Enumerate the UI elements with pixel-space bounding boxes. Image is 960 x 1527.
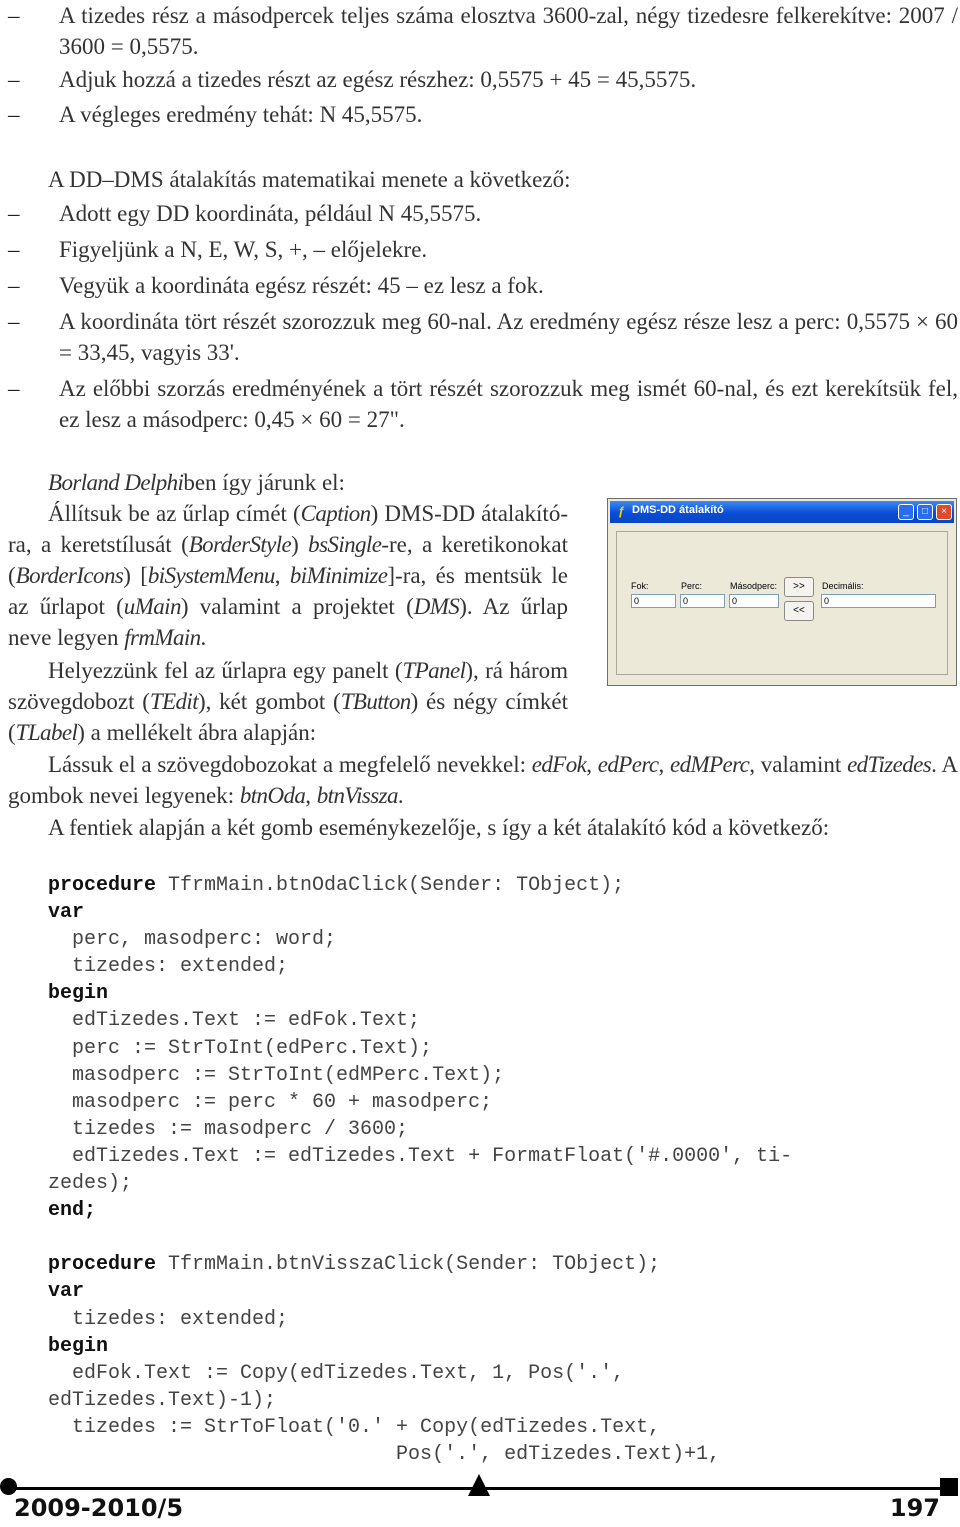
bullet-text: A tizedes rész a másodpercek teljes száma elosztva 3600-zal, négy tizedesre felkerekítve: 2007 / 3600 = 0,5575. — [59, 3, 958, 59]
bullet-text: Vegyük a koordináta egész részét: 45 – ez lesz a fok. — [59, 273, 544, 298]
dms-dd-dialog — [607, 498, 957, 686]
paragraph-caption — [8, 498, 568, 653]
text-run: , — [658, 752, 671, 777]
delphi-lead-rest: ben így járunk el: — [183, 470, 345, 495]
code-text: tizedes: extended; — [48, 1307, 289, 1331]
code-text: edTizedes.Text := edTizedes.Text + FormatFloat('#.0000', ti- — [48, 1144, 793, 1168]
code-text: tizedes := masodperc / 3600; — [48, 1117, 409, 1141]
footer-triangle-icon — [468, 1474, 490, 1496]
code-text: Pos('.', edTizedes.Text)+1, — [48, 1442, 721, 1466]
code-text: masodperc := StrToInt(edMPerc.Text); — [48, 1063, 505, 1087]
code-keyword: end; — [48, 1199, 97, 1223]
text-run: ), két gombot ( — [198, 689, 341, 714]
text-run: . A gombok nevei legyenek: — [8, 752, 959, 808]
label-fok: Fok: — [631, 581, 649, 591]
footer-circle-icon — [0, 1478, 17, 1495]
code-keyword: procedure — [48, 874, 157, 897]
bullet-item — [8, 198, 958, 229]
text-run: -re, a keretikonokat ( — [8, 532, 568, 588]
code-text: TfrmMain.btnVisszaClick(Sender: TObject); — [156, 1253, 661, 1277]
text-run: ) [ — [123, 563, 148, 588]
code-keyword: begin — [48, 1334, 109, 1358]
bullet-dash: – — [8, 201, 20, 226]
bullet-item — [8, 373, 958, 435]
close-icon[interactable]: × — [936, 504, 952, 520]
italic-term: biMinimize — [289, 563, 388, 588]
italic-term: DMS — [413, 594, 460, 619]
code-text: zedes); — [48, 1172, 133, 1196]
bullet-dash: – — [8, 102, 20, 127]
issue-number: 2009-2010/5 — [14, 1494, 184, 1522]
minimize-icon[interactable]: _ — [898, 504, 914, 520]
btnvissza-button[interactable]: << — [784, 601, 814, 621]
bullet-dash: – — [8, 376, 20, 401]
code-text: tizedes := StrToFloat('0.' + Copy(edTizedes.Text, — [48, 1415, 661, 1439]
bullet-text: A végleges eredmény tehát: N 45,5575. — [59, 102, 423, 127]
bullet-text: Figyeljünk a N, E, W, S, +, – előjelekre. — [59, 237, 428, 262]
text-run: ), rá három szövegdobozt ( — [8, 658, 568, 714]
bullet-dash: – — [8, 309, 20, 334]
delphi-name: Borland Delphi — [48, 470, 184, 495]
paragraph-components — [8, 655, 568, 748]
dialog-title: DMS-DD átalakító — [632, 504, 724, 516]
code-text: edTizedes.Text)-1); — [48, 1388, 277, 1412]
edperc-input[interactable]: 0 — [680, 594, 725, 608]
italic-term: TEdit — [149, 689, 198, 714]
italic-term: BorderIcons — [15, 563, 124, 588]
code-text: edTizedes.Text := edFok.Text; — [48, 1009, 421, 1033]
btnoda-button[interactable]: >> — [784, 577, 814, 597]
code-listing — [48, 872, 792, 1468]
label-perc: Perc: — [681, 581, 703, 591]
bullet-item — [8, 270, 958, 301]
italic-term: Caption — [300, 501, 371, 526]
italic-term: edFok — [531, 752, 587, 777]
delphi-icon: ƒ — [618, 504, 625, 518]
code-keyword: var — [48, 1280, 85, 1304]
text-run: , — [274, 563, 290, 588]
code-keyword: begin — [48, 982, 109, 1006]
code-text: perc, masodperc: word; — [48, 928, 337, 952]
code-keyword: procedure — [48, 1253, 157, 1277]
bullet-dash: – — [8, 273, 20, 298]
code-keyword: var — [48, 901, 85, 925]
bullet-item — [8, 99, 958, 130]
text-run: , valamint — [749, 752, 848, 777]
bullet-item — [8, 306, 958, 368]
text-run: . — [397, 783, 404, 808]
text-run: . — [200, 625, 207, 650]
label-decimalis: Decimális: — [822, 581, 864, 591]
italic-term: TLabel — [15, 720, 78, 745]
delphi-lead — [48, 467, 608, 498]
italic-term: BorderStyle — [188, 532, 292, 557]
page-number: 197 — [889, 1494, 940, 1522]
text-run: ) valamint a projektet ( — [180, 594, 414, 619]
text-run: ) DMS-DD átalakító-ra, a keretstílusát ( — [8, 501, 568, 557]
italic-term: btnVissza — [316, 783, 398, 808]
italic-term: edPerc — [597, 752, 659, 777]
edfok-input[interactable]: 0 — [631, 594, 676, 608]
text-run: ) és négy címkét ( — [8, 689, 568, 745]
bullet-item — [8, 0, 958, 62]
paragraph-code-intro: A fentiek alapján a két gomb eseménykezelője, s így a két átalakító kód a következő: — [48, 815, 830, 840]
bullet-text: Adott egy DD koordináta, például N 45,5575. — [59, 201, 482, 226]
text-run: ) — [291, 532, 309, 557]
text-run: ). Az űrlap neve legyen — [8, 594, 568, 650]
edtizedes-input[interactable]: 0 — [821, 594, 936, 608]
code-text: TfrmMain.btnOdaClick(Sender: TObject); — [156, 874, 625, 897]
italic-term: TPanel — [402, 658, 466, 683]
bullet-text: A koordináta tört részét szorozzuk meg 60-nal. Az eredmény egész része lesz a perc: 0,5575 × 60 = 33,45, vagyis 33'. — [59, 309, 958, 365]
italic-term: TButton — [340, 689, 411, 714]
bullet-dash: – — [8, 237, 20, 262]
dd-dms-intro: A DD–DMS átalakítás matematikai menete a következő: — [48, 167, 571, 192]
text-run: , — [305, 783, 317, 808]
italic-term: edMPerc — [670, 752, 750, 777]
text-run: Helyezzünk fel az űrlapra egy panelt ( — [48, 658, 403, 683]
bullet-dash: – — [8, 67, 20, 92]
italic-term: biSystemMenu — [147, 563, 275, 588]
italic-term: uMain — [123, 594, 181, 619]
bullet-item — [8, 234, 958, 265]
bullet-item — [8, 64, 958, 95]
text-run: Lássuk el a szövegdobozokat a megfelelő nevekkel: — [48, 752, 532, 777]
italic-term: btnOda — [239, 783, 306, 808]
dialog-titlebar[interactable] — [610, 501, 954, 523]
italic-term: edTizedes — [847, 752, 932, 777]
text-run: , — [586, 752, 598, 777]
code-text: tizedes: extended; — [48, 955, 289, 979]
italic-term: frmMain — [124, 625, 201, 650]
maximize-icon[interactable]: □ — [917, 504, 933, 520]
edmperc-input[interactable]: 0 — [729, 594, 779, 608]
italic-term: bsSingle — [308, 532, 382, 557]
code-text: perc := StrToInt(edPerc.Text); — [48, 1036, 433, 1060]
label-masodperc: Másodperc: — [730, 581, 778, 591]
footer-square-icon — [940, 1478, 958, 1496]
text-run: ) a mellékelt ábra alapján: — [77, 720, 317, 745]
text-run: ]-ra, és mentsük le az űrlapot ( — [8, 563, 568, 619]
bullet-text: Az előbbi szorzás eredményének a tört részét szorozzuk meg ismét 60-nal, és ezt kerekítsük fel, ez lesz a másodperc: 0,45 × 60 = 27". — [59, 376, 958, 432]
code-text: edFok.Text := Copy(edTizedes.Text, 1, Pos('.', — [48, 1361, 625, 1385]
bullet-text: Adjuk hozzá a tizedes részt az egész részhez: 0,5575 + 45 = 45,5575. — [59, 67, 697, 92]
paragraph-names — [8, 749, 958, 811]
bullet-dash: – — [8, 3, 20, 28]
text-run: Állítsuk be az űrlap címét ( — [48, 501, 301, 526]
code-text: masodperc := perc * 60 + masodperc; — [48, 1090, 493, 1114]
